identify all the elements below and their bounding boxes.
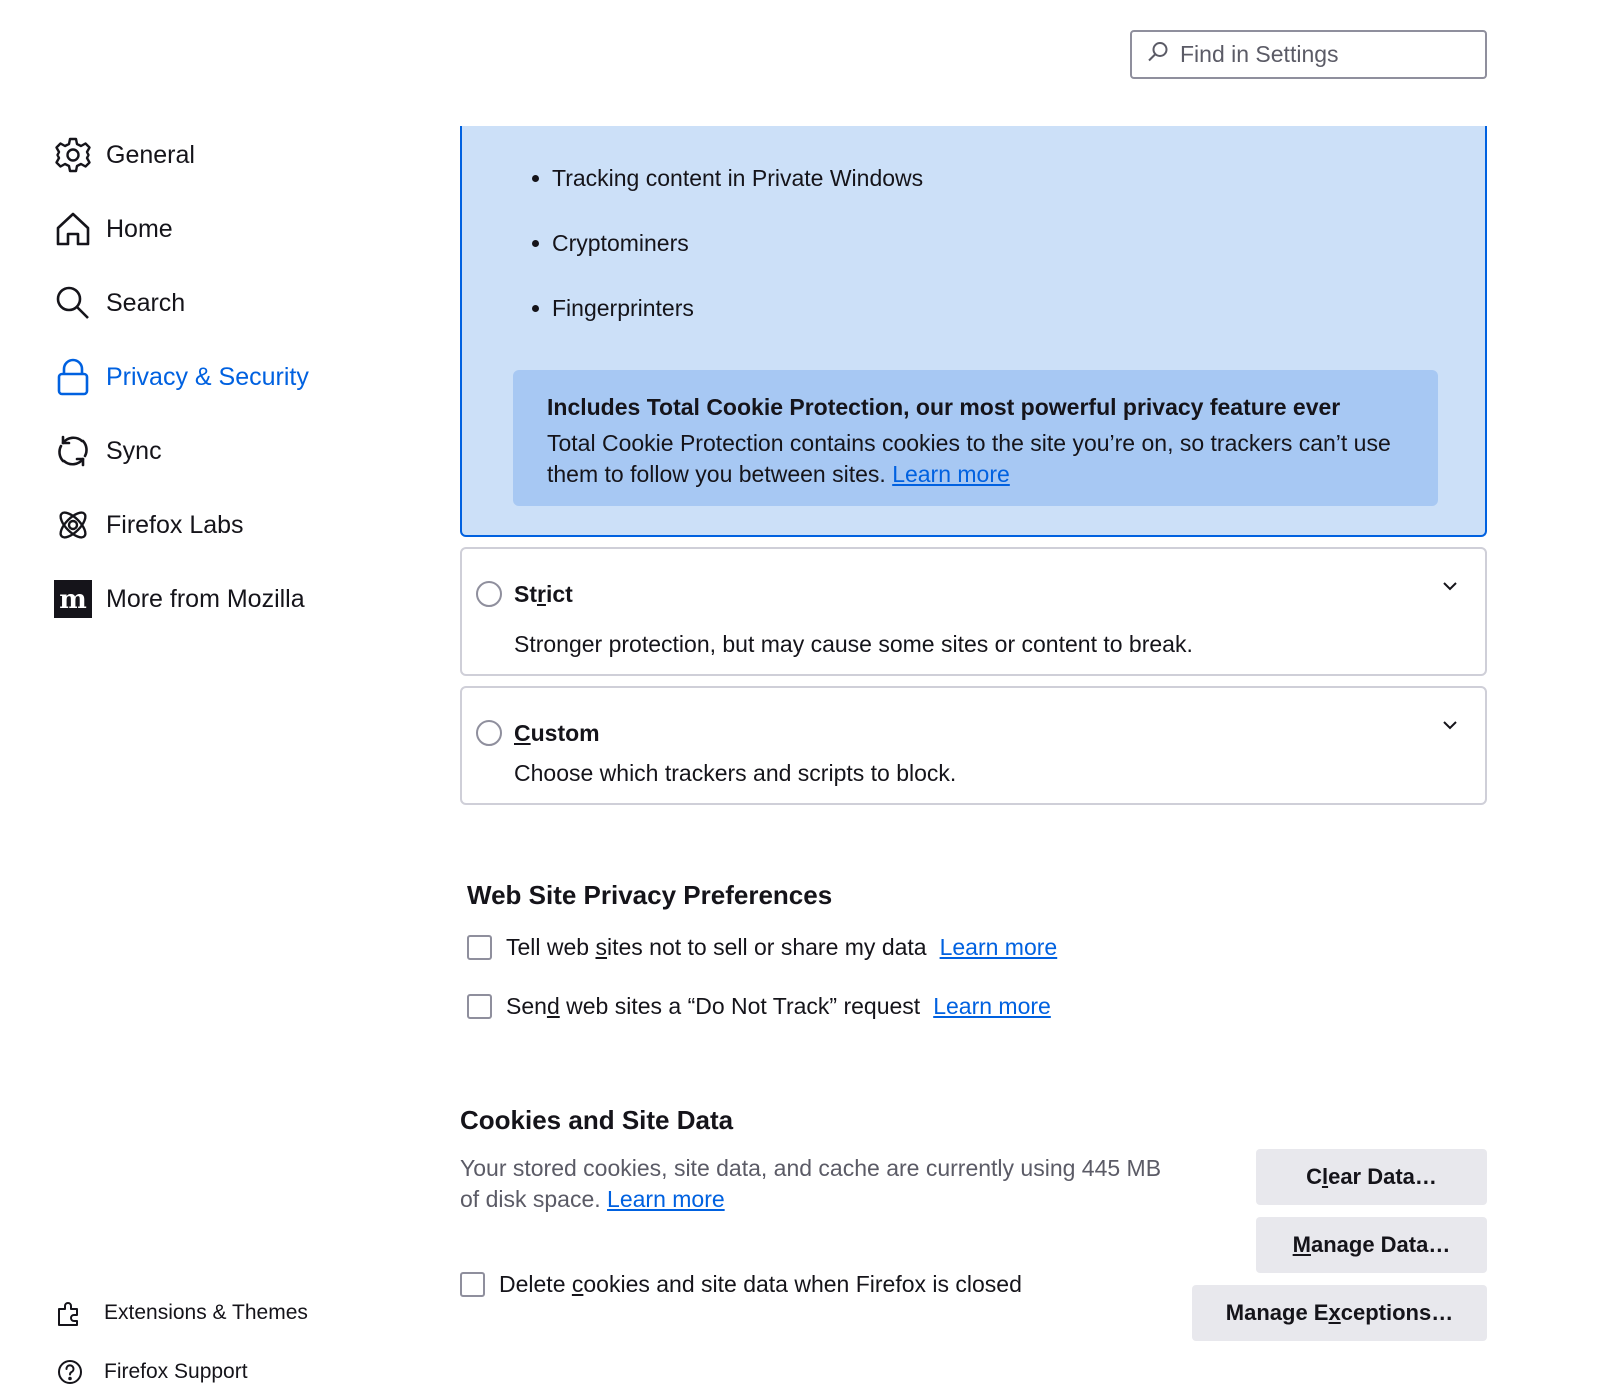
- cookies-heading: Cookies and Site Data: [460, 1105, 734, 1135]
- sidebar-item-privacy-security[interactable]: [54, 340, 394, 414]
- gear-icon: [54, 136, 92, 174]
- custom-radio[interactable]: [476, 720, 502, 746]
- puzzle-icon: [56, 1299, 84, 1327]
- storage-usage-label: Your stored cookies, site data, and cache are currently using 445 MB of disk space.: [460, 1155, 1162, 1212]
- manage-data-button[interactable]: M anage Data…: [1256, 1217, 1487, 1273]
- list-item: Cryptominers: [532, 229, 923, 294]
- search-field[interactable]: [1130, 30, 1487, 79]
- search-icon: [1146, 40, 1170, 69]
- privacy-preferences-heading: Web Site Privacy Preferences: [467, 880, 833, 910]
- tcp-text: Total Cookie Protection contains cookies to the site you’re on, so trackers can’t use them to follow you between sites.: [547, 430, 1391, 487]
- storage-learn-more-link[interactable]: Learn more: [607, 1186, 725, 1212]
- sidebar-item-label: Firefox Labs: [106, 510, 244, 539]
- do-not-track-learn-more-link[interactable]: Learn more: [933, 993, 1051, 1019]
- tcp-description: [547, 428, 1408, 490]
- blocked-trackers-list: [532, 164, 923, 359]
- help-icon: [56, 1358, 84, 1386]
- firefox-support-link[interactable]: [56, 1342, 308, 1398]
- custom-option-card[interactable]: [460, 686, 1487, 805]
- strict-description: Stronger protection, but may cause some sites or content to break.: [514, 631, 1193, 657]
- standard-protection-details: [460, 126, 1487, 537]
- sync-icon: [54, 432, 92, 470]
- manage-exceptions-button[interactable]: Manage E x ceptions…: [1192, 1285, 1487, 1341]
- clear-data-button[interactable]: C l ear Data…: [1256, 1149, 1487, 1205]
- do-not-track-row: [467, 993, 1051, 1020]
- delete-on-close-label[interactable]: Delete cookies and site data when Firefox is closed: [499, 1271, 1022, 1297]
- extensions-themes-link[interactable]: [56, 1283, 308, 1342]
- sidebar-item-sync[interactable]: [54, 414, 394, 488]
- total-cookie-protection-box: [513, 370, 1438, 506]
- atom-icon: [54, 506, 92, 544]
- sidebar-item-label: General: [106, 140, 195, 169]
- sidebar-item-label: More from Mozilla: [106, 584, 305, 613]
- custom-description: Choose which trackers and scripts to block.: [514, 760, 957, 786]
- sidebar-item-search[interactable]: [54, 266, 394, 340]
- footer-item-label: Firefox Support: [104, 1359, 248, 1383]
- sidebar-item-more-from-mozilla[interactable]: [54, 562, 394, 636]
- lock-icon: [54, 358, 92, 396]
- delete-on-close-checkbox[interactable]: [460, 1272, 485, 1297]
- sidebar-item-label: Sync: [106, 436, 162, 465]
- home-icon: [54, 210, 92, 248]
- storage-usage-text: [460, 1153, 1180, 1215]
- search-input[interactable]: [1180, 41, 1470, 68]
- sidebar-item-label: Privacy & Security: [106, 362, 309, 391]
- footer-item-label: Extensions & Themes: [104, 1300, 308, 1324]
- chevron-down-icon[interactable]: [1439, 575, 1461, 597]
- delete-on-close-row: [460, 1271, 1022, 1298]
- list-item: Fingerprinters: [532, 294, 923, 359]
- search-icon: [54, 284, 92, 322]
- sell-share-checkbox[interactable]: [467, 935, 492, 960]
- sell-share-learn-more-link[interactable]: Learn more: [939, 934, 1058, 960]
- do-not-track-label[interactable]: Send web sites a “Do Not Track” request: [506, 993, 921, 1019]
- strict-title: Strict: [514, 581, 573, 607]
- sidebar-footer: [56, 1283, 308, 1398]
- sell-share-label[interactable]: Tell web sites not to sell or share my data: [506, 934, 927, 960]
- sidebar-item-label: Home: [106, 214, 173, 243]
- mozilla-icon: [54, 580, 92, 618]
- do-not-track-checkbox[interactable]: [467, 994, 492, 1019]
- strict-radio[interactable]: [476, 581, 502, 607]
- sidebar-item-home[interactable]: [54, 192, 394, 266]
- tcp-title: Includes Total Cookie Protection, our most powerful privacy feature ever: [547, 394, 1341, 420]
- list-item: Tracking content in Private Windows: [532, 164, 923, 229]
- tcp-learn-more-link[interactable]: Learn more: [892, 461, 1010, 487]
- svg-text:m: m: [59, 585, 87, 615]
- sidebar-item-firefox-labs[interactable]: [54, 488, 394, 562]
- sidebar-item-label: Search: [106, 288, 186, 317]
- sell-share-row: [467, 934, 1057, 961]
- strict-option-card[interactable]: [460, 547, 1487, 676]
- custom-title: Custom: [514, 720, 600, 746]
- sidebar-item-general[interactable]: [54, 118, 394, 192]
- chevron-down-icon[interactable]: [1439, 714, 1461, 736]
- sidebar: [54, 118, 394, 636]
